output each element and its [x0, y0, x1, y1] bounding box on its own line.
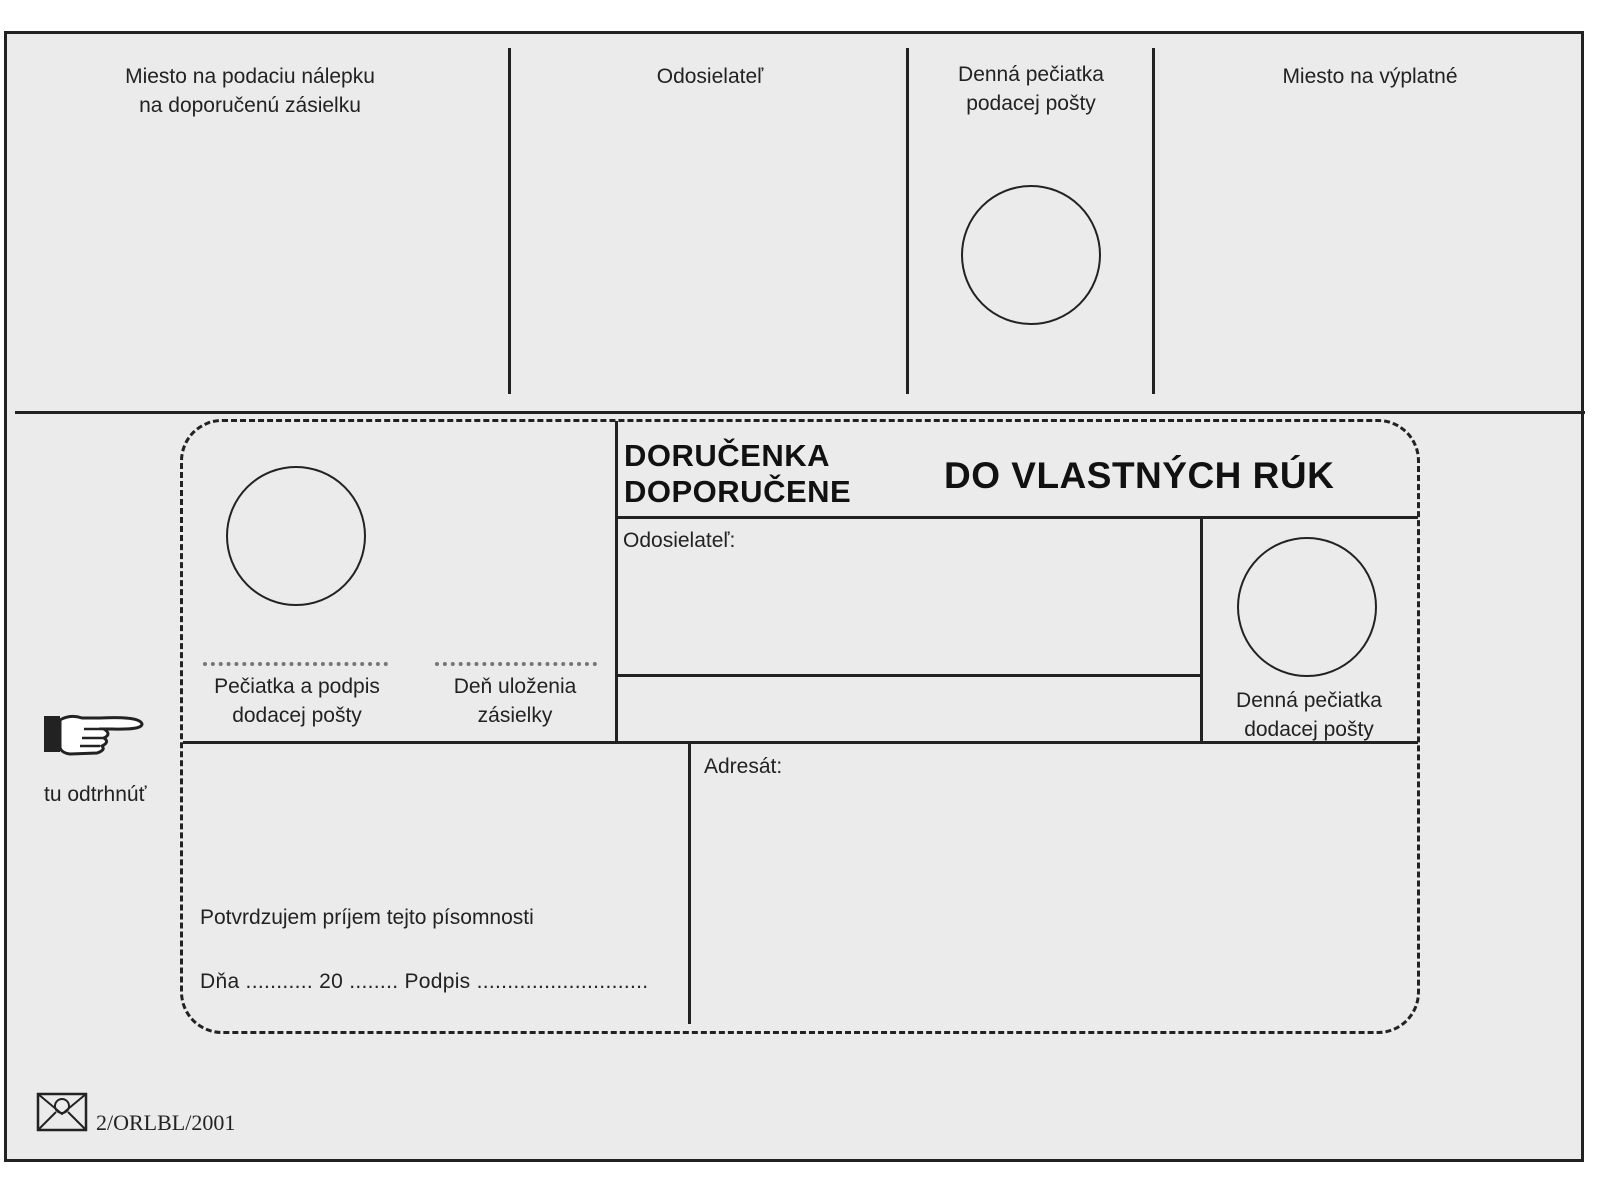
addressee-label: Adresát: [704, 755, 783, 778]
postage-place-label: Miesto na výplatné [1282, 65, 1458, 88]
form-code: 2/ORLBL/2001 [96, 1110, 236, 1135]
sender-header-label: Odosielateľ [656, 65, 764, 88]
postal-logo-icon [36, 1092, 88, 1132]
section-divider [15, 411, 1585, 414]
delivery-daily-stamp-label: Denná pečiatka dodacej pošty [1236, 689, 1382, 741]
stamp-signature-line [203, 662, 388, 666]
top-divider-3 [1152, 48, 1155, 394]
top-divider-1 [508, 48, 511, 394]
receipt-divider-left [615, 421, 618, 744]
sticker-place-label: Miesto na podaciu nálepku na doporučenú zásielku [125, 65, 375, 117]
receipt-title-line2: DOPORUČENE [624, 474, 852, 509]
tear-here-label: tu odtrhnúť [44, 783, 147, 806]
pointing-hand-icon [42, 708, 147, 760]
posting-stamp-circle [961, 185, 1101, 325]
storage-date-line [435, 662, 597, 666]
receipt-title-line1: DORUČENKA [624, 438, 830, 473]
sender-field-divider [615, 674, 1200, 677]
delivery-post-stamp-circle [226, 466, 366, 606]
sender-field-label: Odosielateľ: [623, 529, 736, 552]
date-signature-line: Dňa ........... 20 ........ Podpis ............................ [200, 970, 649, 993]
posting-stamp-label: Denná pečiatka podacej pošty [958, 63, 1104, 115]
delivery-daily-stamp-circle [1237, 537, 1377, 677]
storage-date-label: Deň uloženia zásielky [453, 675, 577, 727]
addressee-divider [688, 744, 691, 1024]
receipt-title-underline [615, 516, 1418, 519]
stamp-signature-label: Pečiatka a podpis dodacej pošty [214, 675, 380, 727]
receipt-confirmation-text: Potvrdzujem príjem tejto písomnosti [200, 906, 534, 929]
own-hands-title: DO VLASTNÝCH RÚK [944, 455, 1335, 496]
top-divider-2 [906, 48, 909, 394]
